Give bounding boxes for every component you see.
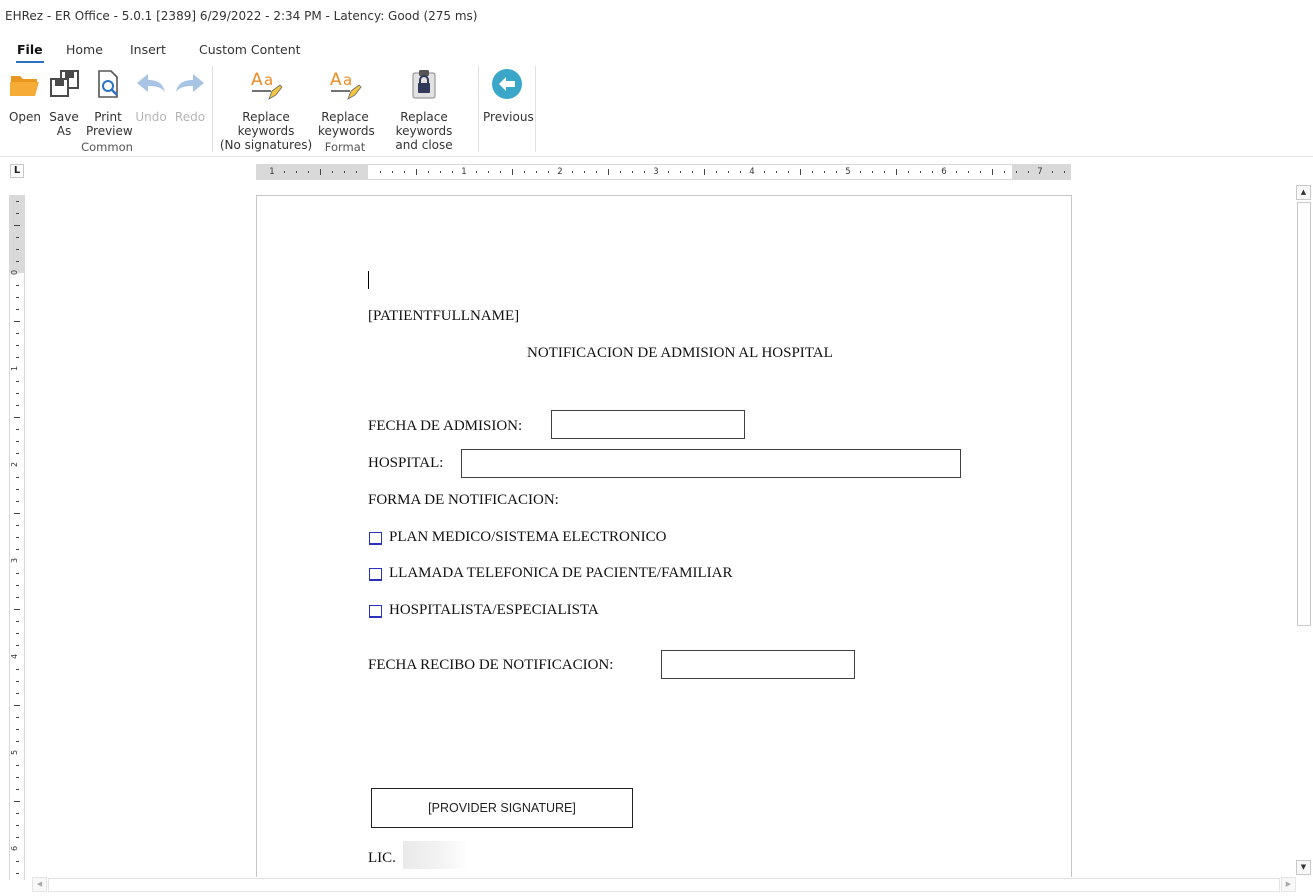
window-title: EHRez - ER Office - 5.0.1 [2389] 6/29/2022 - 2:34 PM - Latency: Good (275 ms) <box>5 9 478 23</box>
checkbox-hospitalista[interactable] <box>369 605 382 618</box>
undo-label: Undo <box>135 110 167 124</box>
ruler-tick <box>608 169 609 175</box>
ruler-tick <box>488 171 489 173</box>
print-preview-label-1: Print <box>94 110 122 124</box>
save-as-button[interactable] <box>47 68 81 138</box>
ruler-tick <box>16 453 19 454</box>
ruler-tick <box>704 169 705 175</box>
ruler-tick <box>16 309 19 310</box>
ruler-tick <box>16 201 19 202</box>
scroll-left-icon[interactable]: ◀ <box>32 877 47 892</box>
ruler-tick <box>584 171 585 173</box>
vertical-ruler[interactable] <box>9 195 25 880</box>
ruler-tick <box>620 171 621 173</box>
ruler-tick <box>16 837 19 838</box>
horizontal-ruler[interactable] <box>256 164 1071 180</box>
patient-fullname-keyword: [PATIENTFULLNAME] <box>368 308 520 324</box>
ruler-number: 2 <box>557 167 563 177</box>
ruler-number: 7 <box>1037 167 1043 177</box>
save-as-icon <box>47 68 81 100</box>
replace-no-sig-label-1: Replace keywords <box>237 110 295 138</box>
group-separator <box>535 66 536 152</box>
ruler-tick <box>776 171 777 173</box>
ruler-tick <box>380 171 381 173</box>
option-llamada-telefonica-label: LLAMADA TELEFONICA DE PACIENTE/FAMILIAR <box>389 565 733 581</box>
svg-text:A: A <box>330 70 342 90</box>
ruler-tick <box>16 345 19 346</box>
group-label-common: Common <box>81 140 133 154</box>
tab-stop-selector[interactable]: L <box>10 164 24 178</box>
ruler-tick <box>320 169 321 175</box>
ruler-number: 6 <box>941 167 947 177</box>
ruler-tick <box>16 381 19 382</box>
replace-keywords-icon <box>217 68 315 100</box>
ruler-tick <box>16 681 19 682</box>
replace-label-2: keywords <box>318 124 375 138</box>
ruler-tick <box>872 171 873 173</box>
previous-button[interactable] <box>483 68 534 124</box>
ruler-tick <box>16 525 19 526</box>
checkbox-llamada-telefonica[interactable] <box>369 568 382 581</box>
ruler-tick <box>16 873 19 874</box>
ruler-number: 3 <box>10 557 20 564</box>
ruler-tick <box>16 585 19 586</box>
ruler-tick <box>296 171 297 173</box>
tab-insert[interactable]: Insert <box>130 42 166 57</box>
ruler-tick <box>512 169 513 175</box>
ruler-tick <box>788 171 789 173</box>
redo-label: Redo <box>174 110 206 124</box>
ruler-tick <box>16 633 19 634</box>
ruler-tick <box>14 609 20 610</box>
ruler-tick <box>980 171 981 173</box>
scroll-down-icon[interactable]: ▼ <box>1296 860 1311 875</box>
ruler-tick <box>404 171 405 173</box>
replace-keywords-icon <box>318 68 372 100</box>
lic-label: LIC. <box>368 850 396 866</box>
print-preview-button[interactable] <box>86 68 133 138</box>
ruler-number: 4 <box>749 167 755 177</box>
ruler-tick <box>644 171 645 173</box>
ruler-number: 4 <box>10 653 20 660</box>
fecha-admision-label: FECHA DE ADMISION: <box>368 418 523 434</box>
ruler-tick <box>548 171 549 173</box>
ruler-tick <box>728 171 729 173</box>
ruler-tick <box>16 237 19 238</box>
ruler-tick <box>740 171 741 173</box>
ruler-tick <box>452 171 453 173</box>
vertical-scroll-thumb[interactable] <box>1297 202 1311 626</box>
ruler-tick <box>992 169 993 175</box>
ruler-tick <box>428 171 429 173</box>
ruler-tick <box>16 297 19 298</box>
ruler-tick <box>16 441 19 442</box>
ruler-tick <box>308 171 309 173</box>
hospital-field[interactable] <box>461 449 961 478</box>
ruler-tick <box>392 171 393 173</box>
ruler-tick <box>16 669 19 670</box>
ruler-tick <box>932 171 933 173</box>
ruler-tick <box>14 225 20 226</box>
ruler-tick <box>812 171 813 173</box>
ruler-tick <box>1052 171 1053 173</box>
ruler-tick <box>968 171 969 173</box>
ruler-tick <box>16 249 19 250</box>
ruler-number: 2 <box>10 461 20 468</box>
ruler-tick <box>476 171 477 173</box>
print-preview-label-2: Preview <box>86 124 133 138</box>
ruler-tick <box>14 801 20 802</box>
ruler-tick <box>1028 171 1029 173</box>
undo-button[interactable] <box>133 68 169 124</box>
ruler-tick <box>596 171 597 173</box>
ruler-tick <box>1064 171 1065 173</box>
ruler-number: 3 <box>653 167 659 177</box>
ruler-tick <box>860 171 861 173</box>
group-separator <box>478 66 479 152</box>
ruler-tick <box>16 741 19 742</box>
ruler-tick <box>416 169 417 175</box>
ruler-tick <box>16 489 19 490</box>
ruler-tick <box>14 417 20 418</box>
replace-no-sig-label-2: (No signatures) <box>219 138 313 152</box>
ruler-tick <box>716 171 717 173</box>
ruler-tick <box>16 861 19 862</box>
tab-file[interactable]: File <box>17 42 43 57</box>
replace-close-label-1: Replace keywords <box>395 110 453 138</box>
provider-signature-box[interactable]: [PROVIDER SIGNATURE] <box>371 788 633 828</box>
vertical-scrollbar[interactable] <box>1296 185 1311 875</box>
svg-text:A: A <box>251 70 263 90</box>
ruler-tick <box>16 285 19 286</box>
ruler-tick <box>824 171 825 173</box>
ruler-tick <box>14 705 20 706</box>
save-as-label-1: Save <box>49 110 79 124</box>
clipboard-lock-icon <box>375 68 473 100</box>
ruler-number: 5 <box>10 749 20 756</box>
previous-label: Previous <box>483 110 534 124</box>
fecha-recibo-field[interactable] <box>661 650 855 679</box>
ruler-tick <box>16 645 19 646</box>
ruler-tick <box>14 321 20 322</box>
open-button[interactable] <box>8 68 42 124</box>
tab-home[interactable]: Home <box>66 42 103 57</box>
folder-open-icon <box>8 68 42 100</box>
ruler-tick <box>500 171 501 173</box>
ruler-tick <box>16 393 19 394</box>
group-separator <box>212 66 213 152</box>
svg-text:a: a <box>264 71 274 89</box>
hospital-label: HOSPITAL: <box>368 455 444 471</box>
redacted-license-number <box>403 841 465 869</box>
replace-label-1: Replace <box>321 110 369 124</box>
ruler-tick <box>16 765 19 766</box>
ruler-tick <box>764 171 765 173</box>
ruler-tick <box>16 597 19 598</box>
ruler-tick <box>692 171 693 173</box>
arrow-left-circle-icon <box>483 68 531 100</box>
ruler-number: 1 <box>10 365 20 372</box>
checkbox-plan-medico[interactable] <box>369 532 382 545</box>
ruler-tick <box>16 777 19 778</box>
group-label-format: Format <box>324 140 366 154</box>
ruler-tick <box>572 171 573 173</box>
replace-keywords-button[interactable] <box>318 68 375 138</box>
ruler-tick <box>284 171 285 173</box>
option-plan-medico-label: PLAN MEDICO/SISTEMA ELECTRONICO <box>389 529 667 545</box>
svg-text:a: a <box>343 71 353 89</box>
ruler-tick <box>632 171 633 173</box>
ruler-number: 6 <box>10 845 20 852</box>
redo-icon <box>172 68 208 100</box>
save-as-label-2: As <box>56 124 72 138</box>
document-page[interactable] <box>256 195 1072 887</box>
ruler-tick <box>356 171 357 173</box>
ribbon-tabs <box>0 38 1313 64</box>
forma-notificacion-label: FORMA DE NOTIFICACION: <box>368 492 559 508</box>
ruler-number: 5 <box>845 167 851 177</box>
print-preview-icon <box>86 68 130 100</box>
ruler-tick <box>680 171 681 173</box>
ruler-tick <box>16 501 19 502</box>
ruler-tick <box>16 357 19 358</box>
ruler-tick <box>344 171 345 173</box>
ruler-tick <box>14 513 20 514</box>
ruler-tick <box>16 729 19 730</box>
document-heading: NOTIFICACION DE ADMISION AL HOSPITAL <box>527 345 833 361</box>
ruler-tick <box>16 477 19 478</box>
ruler-tick <box>800 169 801 175</box>
ruler-number: 0 <box>10 269 20 276</box>
ruler-tick <box>16 813 19 814</box>
ruler-number: 1 <box>269 167 275 177</box>
ribbon <box>0 64 1313 156</box>
replace-close-label-2: and close <box>395 138 453 152</box>
horizontal-scrollbar[interactable] <box>32 877 1296 892</box>
ruler-tick <box>908 171 909 173</box>
ruler-tick <box>16 693 19 694</box>
ruler-tick <box>16 789 19 790</box>
ribbon-divider <box>0 156 1313 157</box>
ruler-tick <box>536 171 537 173</box>
ruler-tick <box>884 171 885 173</box>
ruler-tick <box>16 429 19 430</box>
ruler-tick <box>16 549 19 550</box>
ruler-tick <box>16 405 19 406</box>
ruler-tick <box>16 573 19 574</box>
ruler-tick <box>16 717 19 718</box>
ruler-tick <box>920 171 921 173</box>
option-hospitalista-label: HOSPITALISTA/ESPECIALISTA <box>389 602 599 618</box>
ruler-number: 1 <box>461 167 467 177</box>
ruler-tick <box>524 171 525 173</box>
scroll-up-icon[interactable]: ▲ <box>1296 185 1311 200</box>
ruler-tick <box>332 171 333 173</box>
ruler-tick <box>16 621 19 622</box>
ruler-tick <box>1004 171 1005 173</box>
horizontal-scroll-thumb[interactable] <box>48 878 1280 892</box>
ruler-tick <box>440 171 441 173</box>
fecha-admision-field[interactable] <box>551 410 745 439</box>
ruler-tick <box>836 171 837 173</box>
undo-icon <box>133 68 169 100</box>
ruler-tick <box>896 169 897 175</box>
scroll-right-icon[interactable]: ▶ <box>1281 877 1296 892</box>
tab-custom-content[interactable]: Custom Content <box>199 42 301 57</box>
ruler-tick <box>668 171 669 173</box>
ruler-tick <box>16 825 19 826</box>
ruler-tick <box>16 261 19 262</box>
ruler-tick <box>1016 171 1017 173</box>
text-caret <box>368 271 369 289</box>
ruler-tick <box>16 333 19 334</box>
ruler-tick <box>16 537 19 538</box>
redo-button[interactable] <box>172 68 208 124</box>
fecha-recibo-label: FECHA RECIBO DE NOTIFICACION: <box>368 657 614 673</box>
ruler-tick <box>16 213 19 214</box>
ruler-tick <box>956 171 957 173</box>
open-label: Open <box>8 110 42 124</box>
